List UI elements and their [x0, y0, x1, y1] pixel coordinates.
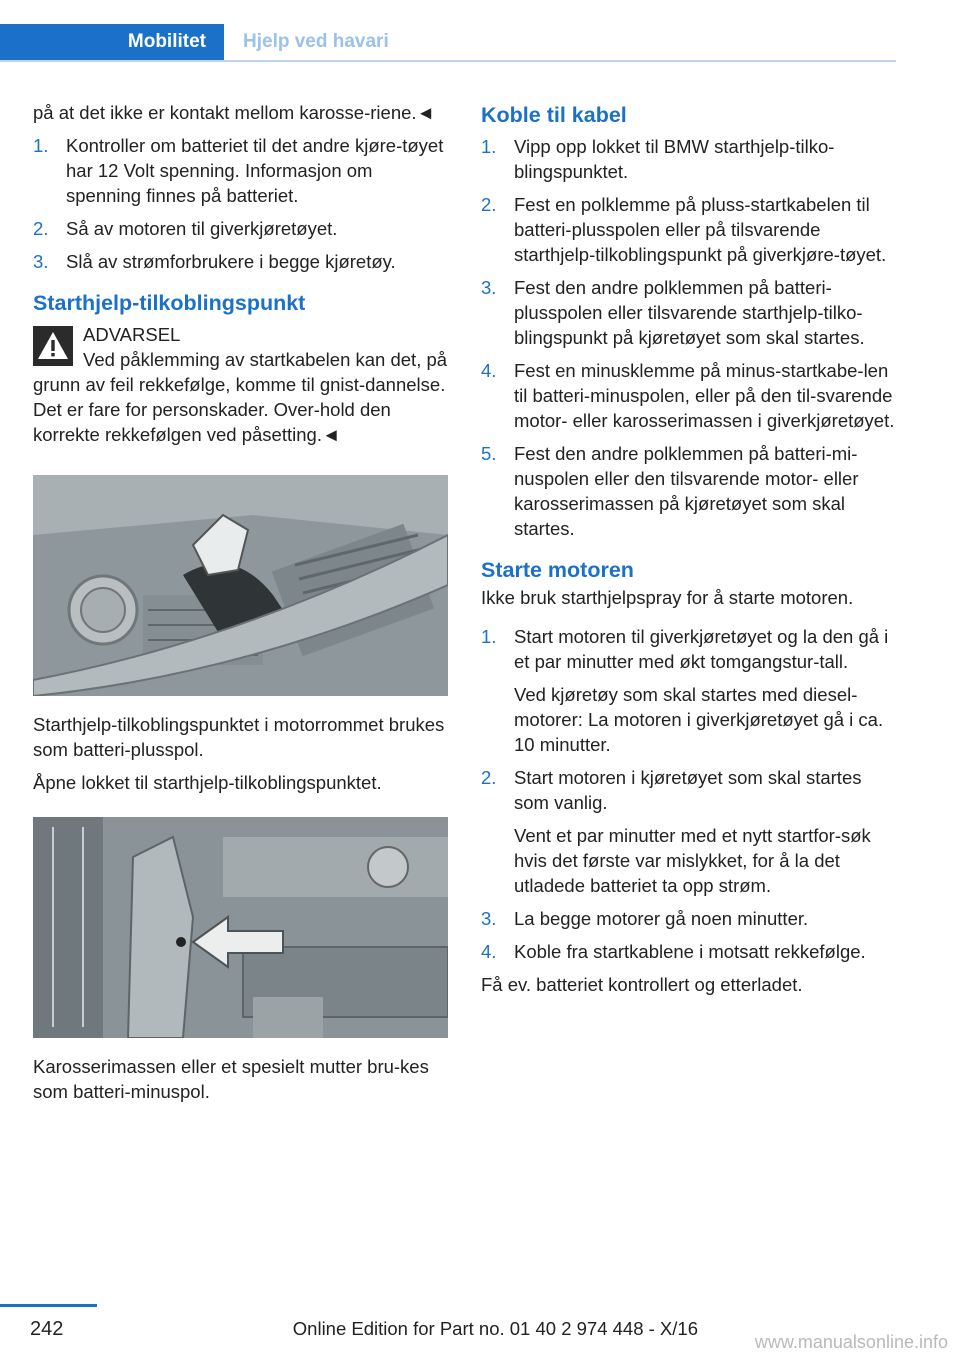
step-text: Fest den andre polklemmen på batteri-mi-nuspolen eller den tilsvarende motor- eller karosserimassen på kjøretøyet som skal startes.: [514, 443, 859, 539]
intro-text: på at det ikke er kontakt mellom karosse-riene.◄: [33, 102, 435, 123]
step-number: 3.: [33, 251, 49, 272]
step-text: Fest den andre polklemmen på batteri-plusspolen eller tilsvarende starthjelp-tilko-blingspunkt på kjøretøyet som skal startes.: [514, 277, 865, 348]
step-note: Vent et par minutter med et nytt startfor-søk hvis det første var mislykket, for å la det utladede batteriet ta opp strøm.: [514, 825, 871, 896]
page-number: 242: [30, 1318, 64, 1340]
step-list-connect-cable: [481, 134, 897, 541]
figure-ground-point: [33, 817, 448, 1038]
tab-hjelp-ved-havari[interactable]: Hjelp ved havari: [243, 31, 389, 52]
intro-starte-motoren: Ikke bruk starthjelpspray for å starte motoren.: [481, 587, 854, 608]
step-number: 1.: [481, 626, 497, 647]
list-item: [481, 358, 897, 433]
tab-mobilitet[interactable]: Mobilitet: [0, 24, 224, 60]
list-item: [33, 249, 448, 274]
step-text: Fest en polklemme på pluss-startkabelen til batteri-plusspolen eller på tilsvarende starthjelp-tilkoblingspunkt på giverkjøre-tøyet.: [514, 194, 887, 265]
section-heading-starthjelp: Starthjelp-tilkoblingspunkt: [33, 291, 306, 315]
list-item: [33, 216, 448, 241]
step-number: 2.: [33, 218, 49, 239]
list-item: [481, 192, 897, 267]
caption-open-cover: Åpne lokket til starthjelp-tilkoblingspunktet.: [33, 772, 382, 793]
caption-ground: Karosserimassen eller et spesielt mutter bru-kes som batteri-minuspol.: [33, 1056, 429, 1102]
step-number: 3.: [481, 908, 497, 929]
list-item: [481, 134, 897, 184]
step-number: 5.: [481, 443, 497, 464]
step-text: Fest en minusklemme på minus-startkabe-len til batteri-minuspolen, eller på den til-svarende motor- eller karosserimassen i giverkjøretøyet.: [514, 360, 895, 431]
step-list-left: [33, 133, 448, 274]
step-text: Vipp opp lokket til BMW starthjelp-tilko-blingspunktet.: [514, 136, 835, 182]
step-number: 4.: [481, 941, 497, 962]
engine-ground-illustration: [33, 817, 448, 1038]
warning-title: ADVARSEL: [83, 324, 181, 345]
chapter-tab-bar: [0, 24, 896, 62]
step-number: 3.: [481, 277, 497, 298]
warning-block: [33, 322, 448, 447]
right-column: [481, 100, 897, 1005]
step-number: 4.: [481, 360, 497, 381]
left-column: [33, 100, 448, 1112]
section-heading-starte-motoren: Starte motoren: [481, 558, 634, 582]
step-text: Start motoren i kjøretøyet som skal startes som vanlig.: [514, 767, 862, 813]
step-note: Ved kjøretøy som skal startes med diesel-motorer: La motoren i giverkjøretøyet gå i ca. 10 minutter.: [514, 684, 884, 755]
step-text: Kontroller om batteriet til det andre kjøre-tøyet har 12 Volt spenning. Informasjon om spenning finnes på batteriet.: [66, 135, 444, 206]
step-text: La begge motorer gå noen minutter.: [514, 908, 809, 929]
list-item: [481, 939, 897, 964]
tab-underline: [0, 60, 896, 62]
watermark: www.manualsonline.info: [754, 1332, 948, 1352]
list-item: [33, 133, 448, 208]
caption-terminal: Starthjelp-tilkoblingspunktet i motorrommet brukes som batteri-plusspol.: [33, 714, 445, 760]
step-number: 1.: [33, 135, 49, 156]
step-number: 2.: [481, 767, 497, 788]
edition-info: Online Edition for Part no. 01 40 2 974 448 - X/16: [292, 1318, 698, 1339]
list-item: [481, 906, 897, 931]
list-item: [481, 275, 897, 350]
footer-accent-line: [0, 1304, 97, 1307]
step-text: Koble fra startkablene i motsatt rekkefølge.: [514, 941, 866, 962]
engine-bay-illustration: [33, 475, 448, 696]
step-number: 1.: [481, 136, 497, 157]
step-text: Slå av strømforbrukere i begge kjøretøy.: [66, 251, 396, 272]
step-text: Start motoren til giverkjøretøyet og la den gå i et par minutter med økt tomgangstur-tall.: [514, 626, 889, 672]
step-text: Så av motoren til giverkjøretøyet.: [66, 218, 338, 239]
closing-text: Få ev. batteriet kontrollert og etterladet.: [481, 974, 803, 995]
list-item: [481, 624, 897, 757]
step-number: 2.: [481, 194, 497, 215]
list-item: [481, 441, 897, 541]
step-list-start-engine: [481, 624, 897, 964]
list-item: [481, 765, 897, 898]
section-heading-koble-til-kabel: Koble til kabel: [481, 103, 627, 127]
warning-triangle-icon: [33, 326, 73, 366]
figure-jump-start-terminal: [33, 475, 448, 696]
warning-text: Ved påklemming av startkabelen kan det, på grunn av feil rekkefølge, komme til gnist-dannelse. Det er fare for personskader. Over-hold den korrekte rekkefølgen ved påsetting.◄: [33, 349, 448, 445]
